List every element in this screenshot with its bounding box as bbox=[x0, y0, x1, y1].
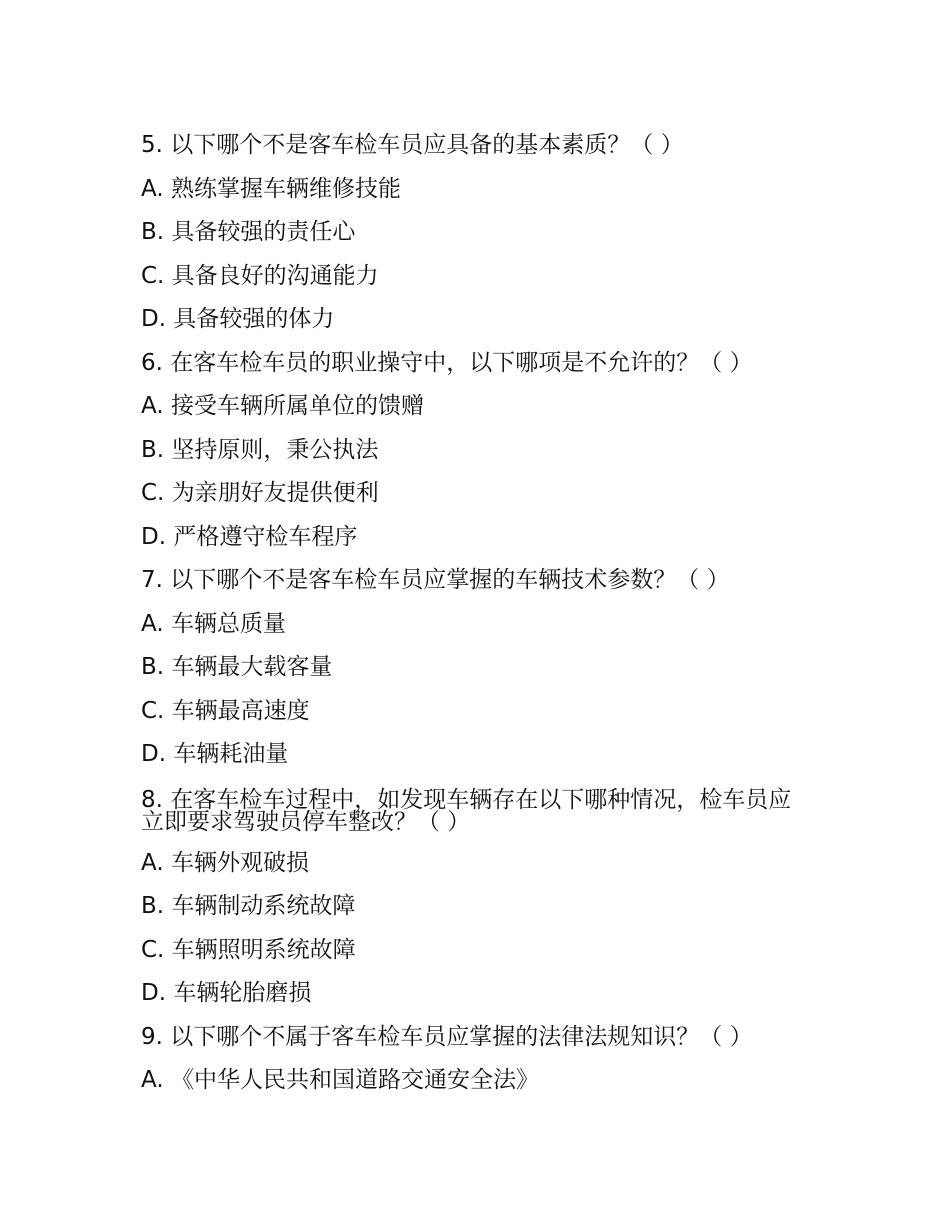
option-b: B. 具备较强的责任心 bbox=[141, 219, 356, 245]
option-a: A. 车辆总质量 bbox=[141, 610, 286, 637]
option-d: D. 严格遵守检车程序 bbox=[141, 523, 358, 550]
option-d: D. 具备较强的体力 bbox=[141, 306, 335, 332]
option-c: C. 车辆最高速度 bbox=[141, 697, 310, 724]
question-stem: 5. 以下哪个不是客车检车员应具备的基本素质？（ ） bbox=[141, 132, 684, 158]
option-c: C. 为亲朋好友提供便利 bbox=[141, 480, 379, 506]
question-9 bbox=[141, 1016, 801, 1103]
question-stem: 9. 以下哪个不属于客车检车员应掌握的法律法规知识？（ ） bbox=[141, 1023, 753, 1050]
question-7 bbox=[141, 559, 801, 777]
question-stem: 7. 以下哪个不是客车检车员应掌握的车辆技术参数？（ ） bbox=[141, 567, 730, 593]
option-c: C. 车辆照明系统故障 bbox=[141, 936, 356, 963]
question-list bbox=[141, 124, 801, 1103]
question-5 bbox=[141, 124, 801, 342]
option-a: A. 熟练掌握车辆维修技能 bbox=[141, 175, 401, 202]
option-b: B. 坚持原则，秉公执法 bbox=[141, 436, 379, 463]
question-8 bbox=[141, 777, 801, 1016]
question-6 bbox=[141, 342, 801, 560]
option-a: A. 车辆外观破损 bbox=[141, 849, 309, 876]
option-c: C. 具备良好的沟通能力 bbox=[141, 262, 379, 289]
option-d: D. 车辆耗油量 bbox=[141, 741, 289, 767]
option-b: B. 车辆最大载客量 bbox=[141, 654, 333, 680]
option-a: A. 接受车辆所属单位的馈赠 bbox=[141, 393, 424, 419]
question-stem: 6. 在客车检车员的职业操守中，以下哪项是不允许的？（ ） bbox=[141, 349, 753, 376]
option-d: D. 车辆轮胎磨损 bbox=[141, 980, 312, 1006]
option-b: B. 车辆制动系统故障 bbox=[141, 893, 356, 919]
option-a: A. 《中华人民共和国道路交通安全法》 bbox=[141, 1067, 539, 1093]
question-stem: 8. 在客车检车过程中，如发现车辆存在以下哪种情况，检车员应立即要求驾驶员停车整改？（ ） bbox=[141, 786, 792, 835]
